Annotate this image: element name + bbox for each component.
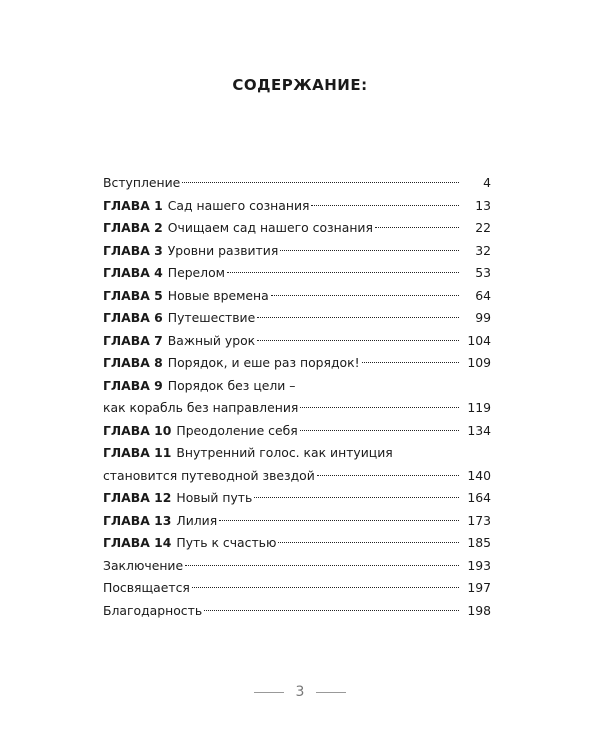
chapter-number: ГЛАВА 12 <box>103 490 172 505</box>
toc-entry <box>103 510 491 533</box>
dot-leader <box>185 565 459 566</box>
toc-entry <box>103 532 491 555</box>
entry-title: Очищаем сад нашего сознания <box>167 220 373 235</box>
entry-title: Перелом <box>167 265 226 280</box>
dot-leader <box>182 182 459 183</box>
chapter-number: ГЛАВА 14 <box>103 535 172 550</box>
toc-entry <box>103 465 491 488</box>
entry-title: Лилия <box>176 512 218 528</box>
chapter-number: ГЛАВА 6 <box>103 310 163 325</box>
entry-title: становится путеводной звездой <box>103 467 315 483</box>
page-ref: 198 <box>467 602 491 618</box>
toc-entry-label <box>103 330 255 353</box>
dot-leader <box>311 205 459 206</box>
entry-title: Новые времена <box>167 287 269 303</box>
chapter-number: ГЛАВА 9 <box>103 377 163 393</box>
toc-entry <box>103 195 491 218</box>
entry-title: Порядок, и еше раз порядок! <box>167 355 360 370</box>
toc-entry-label <box>103 397 298 420</box>
entry-title: Важный урок <box>167 332 256 348</box>
page-ref: 197 <box>467 580 491 595</box>
entry-title: Преодоление себя <box>176 422 298 438</box>
dot-leader <box>257 340 459 341</box>
dot-leader <box>317 475 459 476</box>
page-number: 3 <box>295 684 305 700</box>
page-footer <box>0 684 600 700</box>
page-ref: 13 <box>475 197 491 213</box>
toc-entry <box>103 487 491 510</box>
dot-leader <box>375 227 459 228</box>
toc-entry-label <box>103 577 190 600</box>
page-ref: 64 <box>475 287 491 303</box>
dot-leader <box>298 385 460 386</box>
page-ref: 32 <box>475 242 491 258</box>
toc-entry-label <box>103 307 255 330</box>
page-ref: 193 <box>467 557 491 573</box>
dot-leader <box>257 317 459 318</box>
dot-leader <box>254 497 459 498</box>
chapter-number: ГЛАВА 7 <box>103 332 163 348</box>
toc-entry-label <box>103 465 315 488</box>
entry-title: Внутренний голос. как интуиция <box>176 445 393 460</box>
dot-leader <box>271 295 459 296</box>
page-ref: 185 <box>467 535 491 550</box>
toc-entry-label <box>103 285 269 308</box>
chapter-number: ГЛАВА 8 <box>103 355 163 370</box>
toc-entry <box>103 352 491 375</box>
entry-title: Уровни развития <box>167 242 279 258</box>
toc-entry <box>103 217 491 240</box>
toc-entry-label <box>103 240 278 263</box>
page-ref: 134 <box>467 422 491 438</box>
dot-leader <box>362 362 459 363</box>
entry-title: Вступление <box>103 175 181 190</box>
chapter-number: ГЛАВА 10 <box>103 422 172 438</box>
toc-entry-label <box>103 172 180 195</box>
entry-title: Благодарность <box>103 602 203 618</box>
toc-entry-label <box>103 352 360 375</box>
dot-leader <box>219 520 459 521</box>
page-ref: 119 <box>467 400 491 415</box>
page-ref: 173 <box>467 512 491 528</box>
entry-title: как корабль без направления <box>103 400 299 415</box>
toc-entry <box>103 397 491 420</box>
dot-leader <box>227 272 459 273</box>
page-ref: 109 <box>467 355 491 370</box>
page-ref: 164 <box>467 490 491 505</box>
toc-entry-label <box>103 442 393 465</box>
footer-dash-left <box>254 692 284 693</box>
dot-leader <box>395 452 459 453</box>
toc-entry-label <box>103 555 183 578</box>
toc-entry-label <box>103 487 252 510</box>
toc-entry <box>103 330 491 353</box>
page-ref: 4 <box>483 175 491 190</box>
dot-leader <box>278 542 459 543</box>
toc-entry-label <box>103 532 276 555</box>
footer-dash-right <box>316 692 346 693</box>
toc-entry-label <box>103 375 296 398</box>
dot-leader <box>192 587 459 588</box>
toc-entry <box>103 375 491 398</box>
chapter-number: ГЛАВА 13 <box>103 512 172 528</box>
chapter-number: ГЛАВА 4 <box>103 265 163 280</box>
dot-leader <box>300 407 459 408</box>
page-ref: 99 <box>475 310 491 325</box>
page-ref: 104 <box>467 332 491 348</box>
page-ref: 22 <box>475 220 491 235</box>
table-of-contents <box>103 172 491 622</box>
page-ref: 140 <box>467 467 491 483</box>
toc-entry <box>103 555 491 578</box>
toc-entry <box>103 577 491 600</box>
chapter-number: ГЛАВА 1 <box>103 197 163 213</box>
entry-title: Новый путь <box>176 490 253 505</box>
toc-entry <box>103 442 491 465</box>
chapter-number: ГЛАВА 3 <box>103 242 163 258</box>
entry-title: Сад нашего сознания <box>167 197 310 213</box>
chapter-number: ГЛАВА 2 <box>103 220 163 235</box>
dot-leader <box>300 430 459 431</box>
toc-entry <box>103 240 491 263</box>
toc-entry <box>103 600 491 623</box>
toc-entry-label <box>103 420 298 443</box>
entry-title: Путь к счастью <box>176 535 277 550</box>
chapter-number: ГЛАВА 11 <box>103 445 172 460</box>
toc-entry <box>103 285 491 308</box>
dot-leader <box>280 250 459 251</box>
toc-entry-label <box>103 600 202 623</box>
toc-entry-label <box>103 195 309 218</box>
toc-entry <box>103 262 491 285</box>
entry-title: Путешествие <box>167 310 256 325</box>
chapter-number: ГЛАВА 5 <box>103 287 163 303</box>
entry-title: Заключение <box>103 557 184 573</box>
toc-entry-label <box>103 217 373 240</box>
entry-title: Порядок без цели – <box>167 377 296 393</box>
toc-title: СОДЕРЖАНИЕ: <box>232 76 368 94</box>
toc-entry <box>103 172 491 195</box>
page-ref: 53 <box>475 265 491 280</box>
entry-title: Посвящается <box>103 580 190 595</box>
toc-entry <box>103 307 491 330</box>
toc-entry-label <box>103 262 225 285</box>
dot-leader <box>204 610 459 611</box>
toc-entry-label <box>103 510 217 533</box>
toc-entry <box>103 420 491 443</box>
